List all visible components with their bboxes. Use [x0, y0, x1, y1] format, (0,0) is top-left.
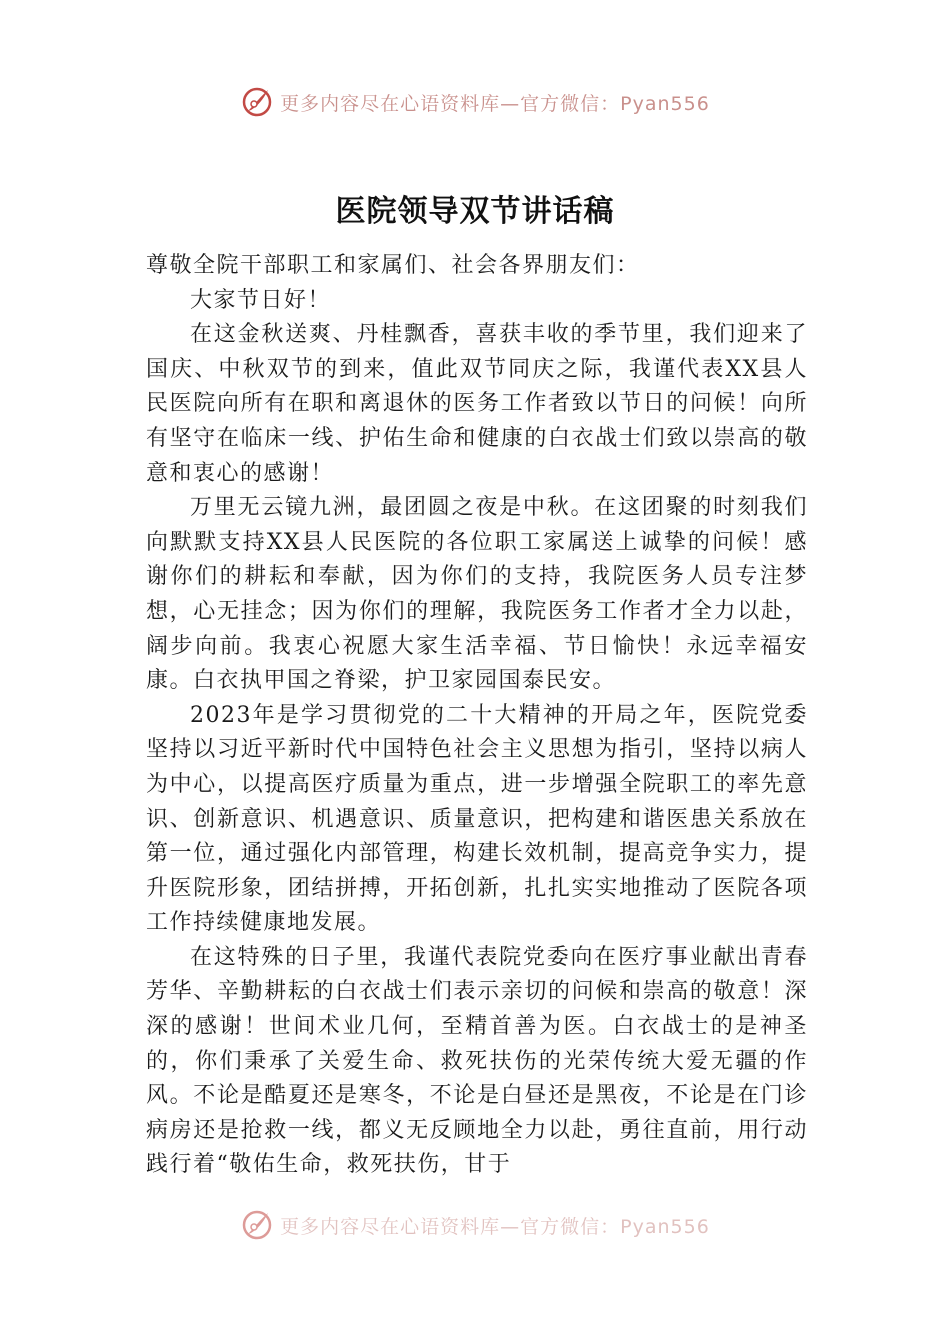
paragraph: 在这特殊的日子里，我谨代表院党委向在医疗事业献出青春芳华、辛勤耕耘的白衣战士们表示亲切的问候和崇高的敬意！深深的感谢！世间术业几何，至精首善为医。白衣战士的是神圣的，你们秉承了关爱生命、救死扶伤的光荣传统大爱无疆的作风。不论是酷夏还是寒冬，不论是白昼还是黑夜，不论是在门诊病房还是抢救一线，都义无反顾地全力以赴，勇往直前，用行动践行着“敬佑生命，救死扶伤，甘于: [146, 944, 808, 1178]
quill-circle-logo-icon: [240, 1208, 274, 1242]
paragraph: 万里无云镜九洲，最团圆之夜是中秋。在这团聚的时刻我们向默默支持XX县人民医院的各位职工家属送上诚挚的问候！感谢你们的耕耘和奉献，因为你们的支持，我院医务人员专注梦想，心无挂念；因为你们的理解，我院医务工作者才全力以赴，阔步向前。我衷心祝愿大家生活幸福、节日愉快！永远幸福安康。白衣执甲国之脊梁，护卫家园国泰民安。: [146, 495, 808, 694]
watermark-footer: [0, 1207, 950, 1243]
salutation: 尊敬全院干部职工和家属们、社会各界朋友们：: [146, 253, 640, 278]
document-body: [146, 249, 808, 1183]
watermark-text: 更多内容尽在心语资料库—官方微信：Pyan556: [280, 1215, 710, 1238]
document-title: 医院领导双节讲话稿: [335, 194, 615, 229]
quill-circle-logo-icon: [240, 85, 274, 119]
watermark-header: [0, 84, 950, 120]
paragraph: 大家节日好！: [190, 287, 332, 313]
paragraph: 2023年是学习贯彻党的二十大精神的开局之年，医院党委坚持以习近平新时代中国特色社会主义思想为指引，坚持以病人为中心，以提高医疗质量为重点，进一步增强全院职工的率先意识、创新意识、机遇意识、质量意识，把构建和谐医患关系放在第一位，通过强化内部管理，构建长效机制，提高竞争实力，提升医院形象，团结拼搏，开拓创新，扎扎实实地推动了医院各项工作持续健康地发展。: [146, 702, 808, 936]
watermark-text: 更多内容尽在心语资料库—官方微信：Pyan556: [280, 92, 710, 115]
paragraph: 在这金秋送爽、丹桂飘香，喜获丰收的季节里，我们迎来了国庆、中秋双节的到来，值此双节同庆之际，我谨代表XX县人民医院向所有在职和离退休的医务工作者致以节日的问候！向所有坚守在临床一线、护佑生命和健康的白衣战士们致以崇高的敬意和衷心的感谢！: [146, 322, 808, 486]
